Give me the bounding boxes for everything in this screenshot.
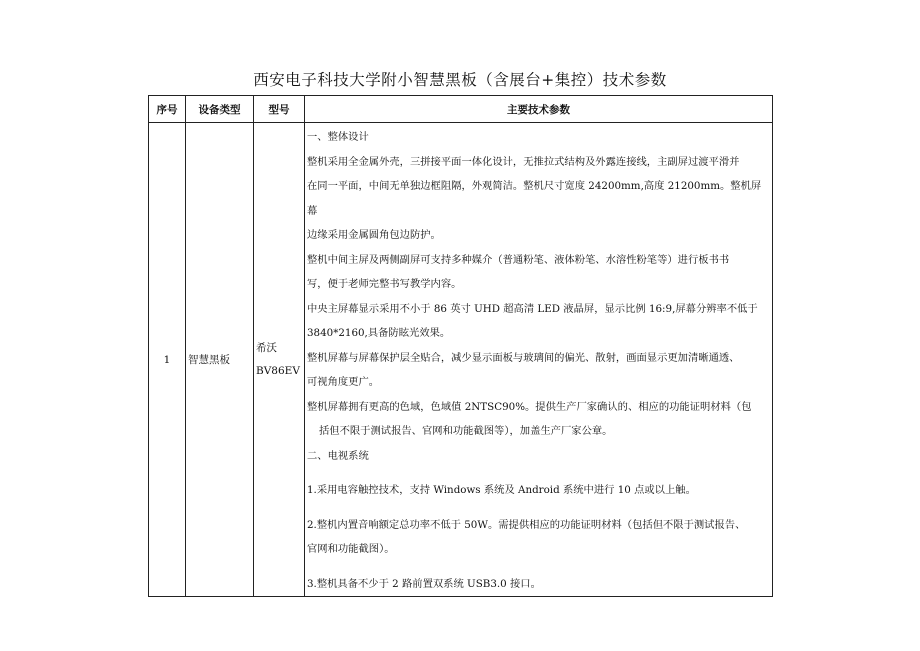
param-line: 官网和功能截图）。 bbox=[307, 543, 395, 555]
spacer bbox=[307, 503, 770, 513]
param-line: 中央主屏幕显示采用不小于 86 英寸 UHD 超高清 LED 液晶屏，显示比例 16:9,屏幕分辨率不低于 bbox=[307, 302, 758, 315]
param-line: 1.采用电容触控技术，支持 Windows 系统及 Android 系统中进行 10 点或以上触。 bbox=[307, 484, 696, 496]
table-header-row bbox=[149, 96, 773, 123]
param-line: 整机采用全金属外壳，三拼接平面一体化设计，无推拉式结构及外露连接线，主副屏过渡平滑并 bbox=[307, 155, 740, 168]
table-row bbox=[149, 123, 773, 597]
spacer bbox=[307, 562, 770, 572]
param-line: 整机屏幕拥有更高的色域，色域值 2NTSC90%。提供生产厂家确认的、相应的功能证明材料（包 bbox=[307, 400, 752, 413]
param-line: 整机中间主屏及两侧副屏可支持多种媒介（普通粉笔、液体粉笔、水溶性粉笔等）进行板书书 bbox=[307, 253, 730, 266]
param-line: 2.整机内置音响额定总功率不低于 50W。需提供相应的功能证明材料（包括但不限于测试报告、 bbox=[307, 518, 746, 531]
param-line: 3840*2160,具备防眩光效果。 bbox=[307, 327, 451, 339]
cell-model bbox=[254, 123, 305, 597]
header-seq: 序号 bbox=[149, 96, 186, 123]
cell-seq: 1 bbox=[149, 123, 186, 597]
spec-table bbox=[148, 95, 773, 597]
param-line: 在同一平面，中间无单独边框阻隔，外观简洁。整机尺寸宽度 24200mm,高度 21200mm。整机屏幕 bbox=[307, 180, 762, 217]
section-heading: 一、整体设计 bbox=[307, 131, 369, 143]
document-title: 西安电子科技大学附小智慧黑板（含展台+集控）技术参数 bbox=[253, 71, 667, 89]
params-content bbox=[305, 123, 772, 596]
header-model: 型号 bbox=[254, 96, 305, 123]
spacer bbox=[307, 468, 770, 478]
param-line: 3.整机具备不少于 2 路前置双系统 USB3.0 接口。 bbox=[307, 577, 541, 590]
param-line: 括但不限于测试报告、官网和功能截图等），加盖生产厂家公章。 bbox=[319, 425, 613, 437]
header-main-params: 主要技术参数 bbox=[305, 96, 773, 123]
section-heading: 二、电视系统 bbox=[307, 449, 369, 462]
model-brand: 希沃 bbox=[256, 341, 277, 354]
header-device-type: 设备类型 bbox=[186, 96, 254, 123]
param-line: 写，便于老师完整书写教学内容。 bbox=[307, 278, 462, 290]
cell-params bbox=[305, 123, 773, 597]
model-number: BV86EV bbox=[256, 364, 300, 377]
param-line: 整机屏幕与屏幕保护层全贴合，减少显示面板与玻璃间的偏光、散射，画面显示更加清晰通透、 bbox=[307, 351, 740, 364]
param-line: 可视角度更广。 bbox=[307, 376, 380, 388]
param-line: 边缘采用金属圆角包边防护。 bbox=[307, 229, 441, 241]
cell-device-type: 智慧黑板 bbox=[186, 123, 254, 597]
